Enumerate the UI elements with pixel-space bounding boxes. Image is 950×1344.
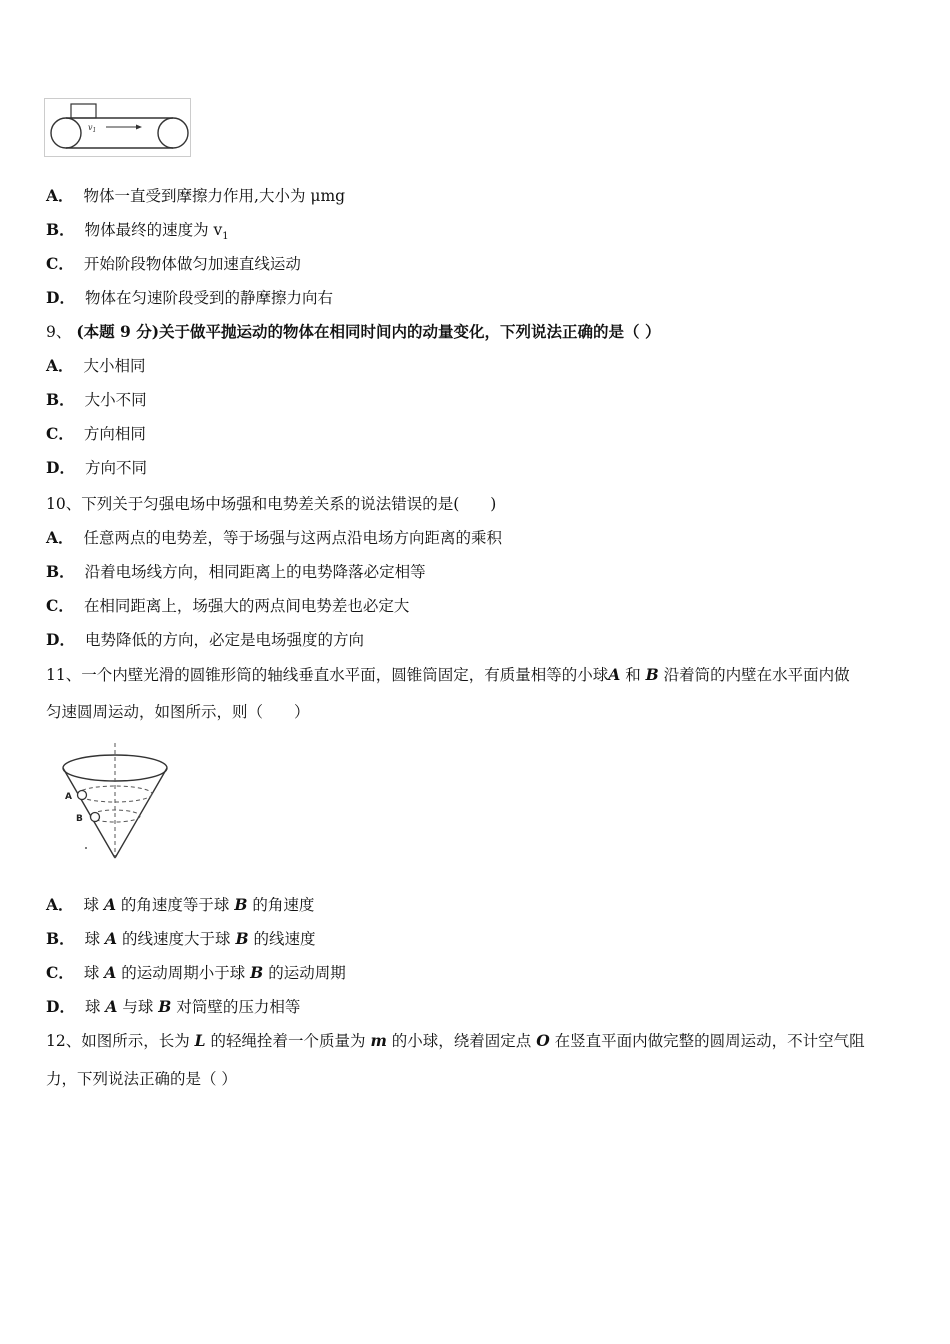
q8-option-a: A． 物体一直受到摩擦力作用,大小为 μmg	[46, 186, 346, 205]
svg-text:v1: $v_1$	[88, 123, 97, 134]
right-pulley	[158, 118, 188, 148]
q9-stem: 9、 (本题 9 分)关于做平抛运动的物体在相同时间内的动量变化，下列说法正确的是（ ）	[46, 322, 661, 341]
q11-stem-line1: 11、一个内壁光滑的圆锥形筒的轴线垂直水平面，圆锥筒固定，有质量相等的小球A 和 B 沿着筒的内壁在水平面内做	[46, 665, 850, 684]
conveyor-belt-figure	[44, 98, 194, 160]
q11-option-c: C． 球 A 的运动周期小于球 B 的运动周期	[46, 963, 346, 982]
label-b: B	[76, 814, 83, 824]
q12-stem-line1: 12、如图所示，长为 L 的轻绳拴着一个质量为 m 的小球，绕着固定点 O 在竖直平面内做完整的圆周运动，不计空气阻	[46, 1031, 865, 1050]
velocity-label: v	[88, 123, 93, 132]
cone-figure	[44, 735, 194, 870]
q10-stem: 10、下列关于匀强电场中场强和电势差关系的说法错误的是( )	[46, 495, 497, 513]
label-a: A	[65, 792, 72, 802]
q9-option-c: C． 方向相同	[46, 424, 146, 443]
block	[71, 104, 96, 118]
q11-stem-line2: 匀速圆周运动，如图所示，则（ ）	[46, 703, 310, 721]
q10-option-d: D． 电势降低的方向，必定是电场强度的方向	[46, 630, 364, 649]
q9-option-b: B． 大小不同	[46, 390, 147, 409]
q10-option-b: B． 沿着电场线方向，相同距离上的电势降落必定相等	[46, 562, 426, 581]
q10-option-a: A． 任意两点的电势差，等于场强与这两点沿电场方向距离的乘积	[46, 528, 503, 547]
q8-option-b: B． 物体最终的速度为 $v_1$	[46, 220, 229, 243]
q12-stem-line2: 力，下列说法正确的是（ ）	[46, 1070, 237, 1088]
q11-option-b: B． 球 A 的线速度大于球 B 的线速度	[46, 929, 316, 948]
ball-b	[91, 813, 100, 822]
left-pulley	[51, 118, 81, 148]
q8-option-c: C． 开始阶段物体做匀加速直线运动	[46, 254, 301, 273]
q10-option-c: C． 在相同距离上，场强大的两点间电势差也必定大	[46, 596, 410, 615]
q8-option-d: D． 物体在匀速阶段受到的静摩擦力向右	[46, 288, 333, 307]
ball-a	[78, 791, 87, 800]
q9-option-a: A． 大小相同	[46, 356, 146, 375]
q11-option-d: D． 球 A 与球 B 对筒壁的压力相等	[46, 997, 301, 1016]
q11-option-a: A． 球 A 的角速度等于球 B 的角速度	[46, 895, 315, 914]
q9-option-d: D． 方向不同	[46, 458, 147, 477]
